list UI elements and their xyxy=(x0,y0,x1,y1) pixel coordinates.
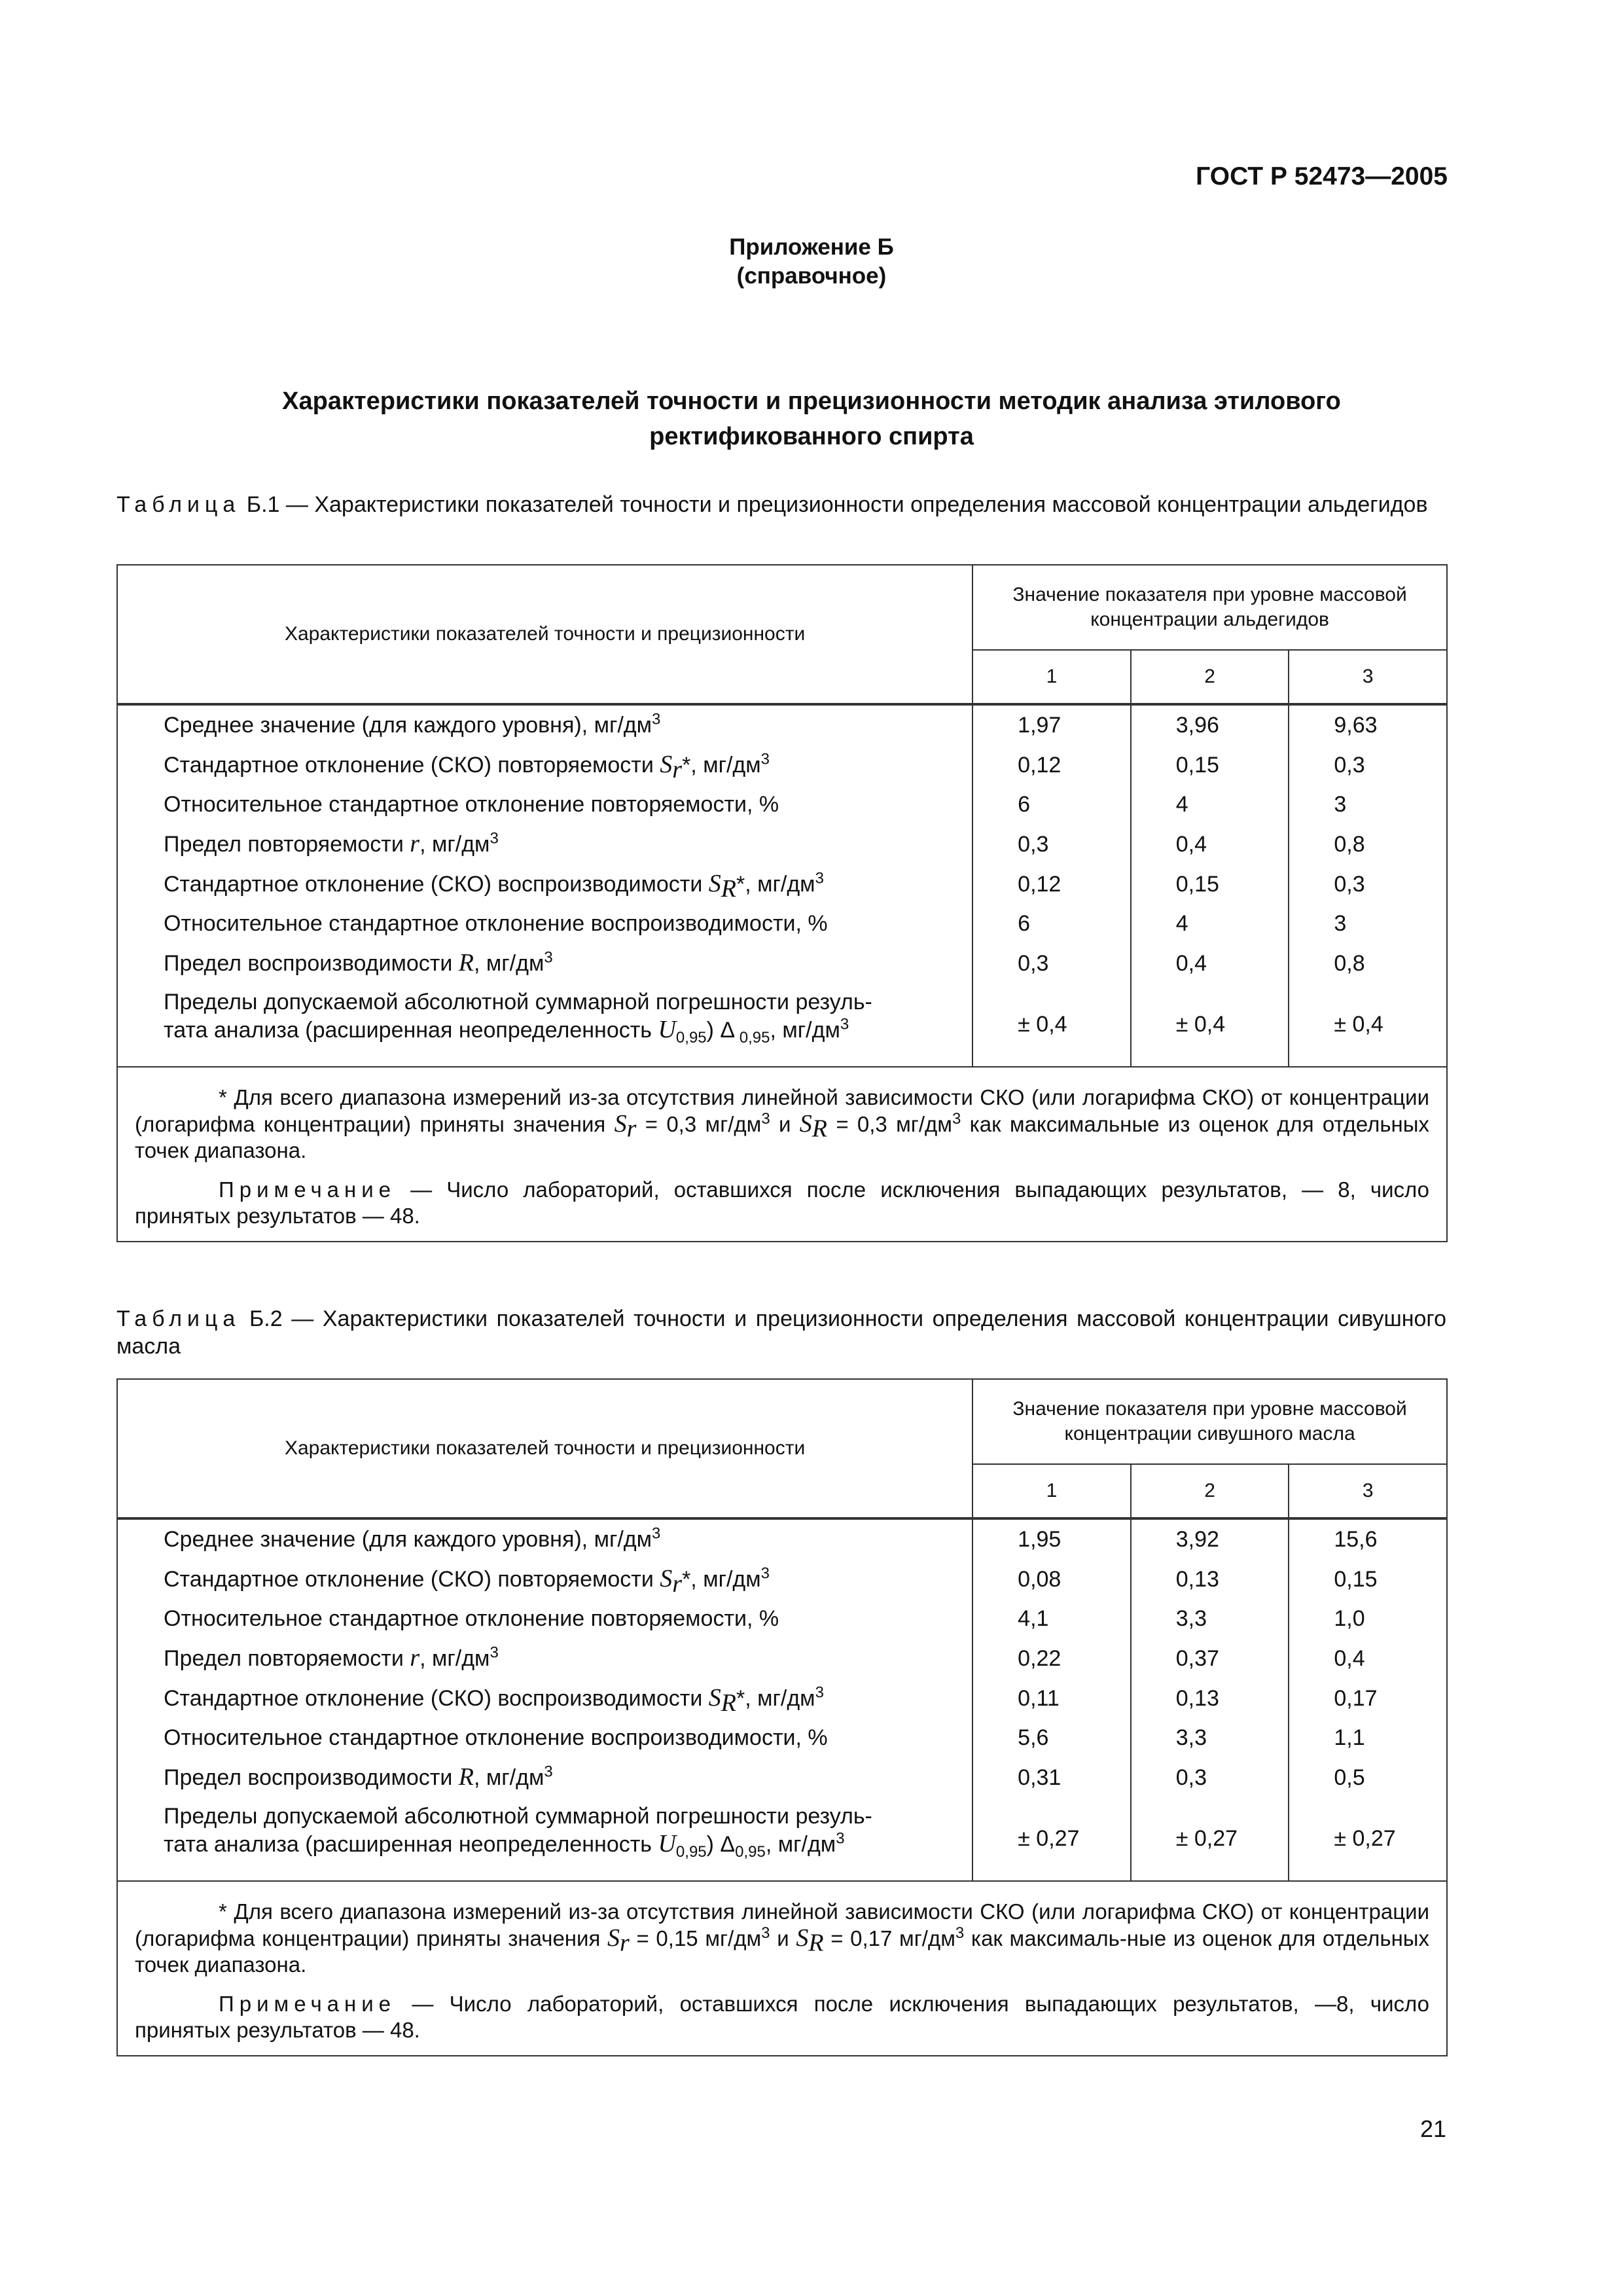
row-label: Относительное стандартное отклонение воспроизводимости, % xyxy=(117,904,972,943)
page-title-line-1: Характеристики показателей точности и прецизионности методик анализа этилового xyxy=(282,387,1341,415)
table-1-footnote: * Для всего диапазона измерений из-за отсутствия линейной зависимости СКО (или логарифма СКО) от концентрации (логарифма концентрации) приняты значения $S_r = 0,3$ $мг/дм^3$ и $S_R = 0,3$ $мг/дм^3$ как максимальные из оценок для отдельных точек диапазона. xyxy=(135,1085,1429,1162)
cell-value: 0,08 xyxy=(972,1559,1131,1599)
table-2-level-3: 3 xyxy=(1289,1464,1447,1518)
table-1-caption-label: Таблица xyxy=(116,492,241,517)
table-row xyxy=(117,1797,1447,1881)
table-1-level-1: 1 xyxy=(972,650,1131,704)
table-1-col-header: Характеристики показателей точности и прецизионности xyxy=(117,565,972,704)
cell-value: 1,0 xyxy=(1289,1599,1447,1638)
cell-value: 0,12 xyxy=(972,745,1131,785)
cell-value: 5,6 xyxy=(972,1718,1131,1757)
table-row xyxy=(117,704,1447,745)
annex-title: Приложение Б xyxy=(729,234,894,260)
table-row xyxy=(117,785,1447,824)
table-row xyxy=(117,1559,1447,1599)
table-2-level-2: 2 xyxy=(1131,1464,1289,1518)
row-label: Пределы допускаемой абсолютной суммарной погрешности резуль- тата анализа (расширенная неопределенность $U_{0,95}$) Δ $_{0,95}$, $мг/дм^3$ xyxy=(117,983,972,1067)
table-row xyxy=(117,983,1447,1067)
cell-value: 6 xyxy=(972,904,1131,943)
annex-status: (справочное) xyxy=(736,263,887,289)
table-2-footnote: * Для всего диапазона измерений из-за отсутствия линейной зависимости СКО (или логарифма СКО) от концентрации (логарифма концентрации) приняты значения $S_r = 0,15$ $мг/дм^3$ и $S_R = 0,17$ $мг/дм^3$ как максималь-ные из оценок для отдельных точек диапазона. xyxy=(135,1899,1430,1977)
cell-value: 0,13 xyxy=(1131,1559,1289,1599)
cell-value: 0,31 xyxy=(972,1757,1131,1797)
row-label: Относительное стандартное отклонение повторяемости, % xyxy=(117,1599,972,1638)
cell-value: ± 0,27 xyxy=(1131,1797,1289,1881)
cell-value: 1,95 xyxy=(972,1518,1131,1559)
row-label: Относительное стандартное отклонение воспроизводимости, % xyxy=(117,1718,972,1757)
cell-value: 0,8 xyxy=(1289,943,1447,983)
table-row xyxy=(117,864,1447,904)
page-title-line-2: ректификованного спирта xyxy=(649,423,974,450)
cell-value: ± 0,27 xyxy=(972,1797,1131,1881)
cell-value: 0,3 xyxy=(972,943,1131,983)
cell-value: 0,3 xyxy=(1289,745,1447,785)
cell-value: 3,3 xyxy=(1131,1599,1289,1638)
table-1-footer xyxy=(117,1067,1447,1242)
row-label: Среднее значение (для каждого уровня), $мг/дм^3$ xyxy=(117,704,972,745)
cell-value: 0,37 xyxy=(1131,1638,1289,1678)
cell-value: 4 xyxy=(1131,904,1289,943)
table-row xyxy=(117,824,1447,864)
cell-value: 0,15 xyxy=(1289,1559,1447,1599)
cell-value: 0,17 xyxy=(1289,1678,1447,1718)
cell-value: 0,4 xyxy=(1131,824,1289,864)
cell-value: ± 0,27 xyxy=(1289,1797,1447,1881)
cell-value: 6 xyxy=(972,785,1131,824)
table-2-caption-label: Таблица xyxy=(116,1306,241,1331)
cell-value: 0,3 xyxy=(1289,864,1447,904)
row-label: Стандартное отклонение (СКО) повторяемости $S_r*$, $мг/дм^3$ xyxy=(117,1559,972,1599)
cell-value: 0,15 xyxy=(1131,745,1289,785)
table-2-level-1: 1 xyxy=(972,1464,1131,1518)
cell-value: 1,1 xyxy=(1289,1718,1447,1757)
page-number: 21 xyxy=(1419,2115,1446,2142)
table-2-note: Примечание — Число лабораторий, оставшихся после исключения выпадающих результатов, —8, число принятых результатов — 48. xyxy=(135,1992,1429,2042)
table-2 xyxy=(116,1378,1448,2056)
table-row xyxy=(117,1757,1447,1797)
cell-value: 15,6 xyxy=(1289,1518,1447,1559)
page-title xyxy=(170,384,1453,454)
cell-value: ± 0,4 xyxy=(1131,983,1289,1067)
row-label: Относительное стандартное отклонение повторяемости, % xyxy=(117,785,972,824)
table-row xyxy=(117,943,1447,983)
row-label: Предел воспроизводимости R, $мг/дм^3$ xyxy=(117,1757,972,1797)
cell-value: 3,96 xyxy=(1131,704,1289,745)
cell-value: ± 0,4 xyxy=(1289,983,1447,1067)
cell-value: 0,8 xyxy=(1289,824,1447,864)
document-code: ГОСТ Р 52473—2005 xyxy=(1196,162,1448,190)
cell-value: 3 xyxy=(1289,904,1447,943)
table-1 xyxy=(116,564,1448,1242)
cell-value: 3,3 xyxy=(1131,1718,1289,1757)
annex-heading xyxy=(0,233,1623,291)
table-1-level-2: 2 xyxy=(1131,650,1289,704)
table-2-group-header: Значение показателя при уровне массовой концентрации сивушного масла xyxy=(972,1379,1447,1464)
cell-value: 0,3 xyxy=(972,824,1131,864)
row-label: Предел повторяемости r, $мг/дм^3$ xyxy=(117,1638,972,1678)
table-2-caption-text: Б.2 — Характеристики показателей точности и прецизионности определения массовой концентрации сивушного масла xyxy=(116,1306,1446,1359)
table-row xyxy=(117,904,1447,943)
row-label: Пределы допускаемой абсолютной суммарной погрешности резуль- тата анализа (расширенная неопределенность $U_{0,95}$) $\Delta_{0,95}$, $мг/дм^3$ xyxy=(117,1797,972,1881)
cell-value: 0,12 xyxy=(972,864,1131,904)
cell-value: 0,5 xyxy=(1289,1757,1447,1797)
cell-value: 4,1 xyxy=(972,1599,1131,1638)
row-label: Среднее значение (для каждого уровня), $мг/дм^3$ xyxy=(117,1518,972,1559)
cell-value: 4 xyxy=(1131,785,1289,824)
row-label: Стандартное отклонение (СКО) воспроизводимости $S_R*$, $мг/дм^3$ xyxy=(117,1678,972,1718)
cell-value: 0,22 xyxy=(972,1638,1131,1678)
cell-value: ± 0,4 xyxy=(972,983,1131,1067)
table-row xyxy=(117,1518,1447,1559)
cell-value: 0,11 xyxy=(972,1678,1131,1718)
table-row xyxy=(117,1678,1447,1718)
table-row xyxy=(117,1718,1447,1757)
cell-value: 3 xyxy=(1289,785,1447,824)
cell-value: 3,92 xyxy=(1131,1518,1289,1559)
table-row xyxy=(117,745,1447,785)
cell-value: 0,13 xyxy=(1131,1678,1289,1718)
table-1-caption-text: Б.1 — Характеристики показателей точности и прецизионности определения массовой концентрации альдегидов xyxy=(240,492,1428,517)
cell-value: 9,63 xyxy=(1289,704,1447,745)
table-2-col-header: Характеристики показателей точности и прецизионности xyxy=(117,1379,972,1518)
table-row xyxy=(117,1638,1447,1678)
cell-value: 0,3 xyxy=(1131,1757,1289,1797)
table-1-note: Примечание — Число лабораторий, оставшихся после исключения выпадающих результатов, — 8, число принятых результатов — 48. xyxy=(135,1177,1429,1228)
table-2-footer xyxy=(117,1881,1447,2056)
row-label: Предел повторяемости r, $мг/дм^3$ xyxy=(117,824,972,864)
table-1-caption xyxy=(116,491,1446,518)
row-label: Стандартное отклонение (СКО) воспроизводимости $S_R*$, $мг/дм^3$ xyxy=(117,864,972,904)
table-row xyxy=(117,1599,1447,1638)
table-1-level-3: 3 xyxy=(1289,650,1447,704)
cell-value: 1,97 xyxy=(972,704,1131,745)
cell-value: 0,15 xyxy=(1131,864,1289,904)
cell-value: 0,4 xyxy=(1131,943,1289,983)
row-label: Стандартное отклонение (СКО) повторяемости $S_r*$, $мг/дм^3$ xyxy=(117,745,972,785)
table-1-group-header: Значение показателя при уровне массовой концентрации альдегидов xyxy=(972,565,1447,650)
cell-value: 0,4 xyxy=(1289,1638,1447,1678)
row-label: Предел воспроизводимости R, $мг/дм^3$ xyxy=(117,943,972,983)
table-2-caption xyxy=(116,1305,1446,1360)
